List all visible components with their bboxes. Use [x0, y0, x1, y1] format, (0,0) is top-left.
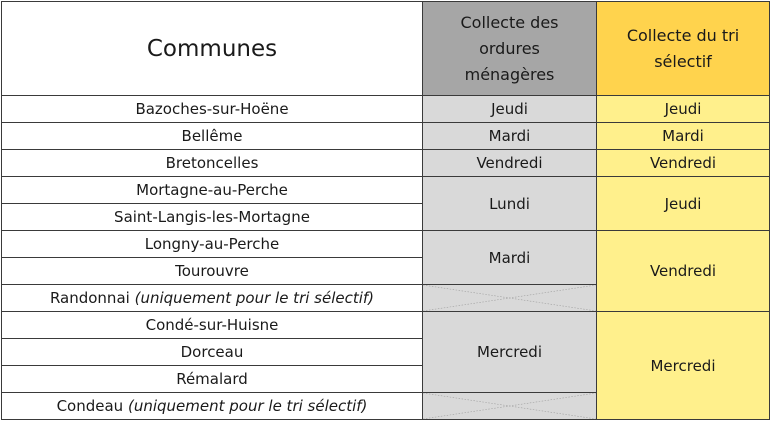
tri-day-cell: Vendredi — [597, 150, 770, 177]
ordures-day-cell: Mercredi — [423, 312, 597, 393]
commune-cell: Tourouvre — [2, 258, 423, 285]
collection-schedule-table — [1, 1, 770, 420]
commune-note: (uniquement pour le tri sélectif) — [127, 397, 368, 415]
tri-day-cell: Vendredi — [597, 231, 770, 312]
ordures-day-cell: Lundi — [423, 177, 597, 231]
header-ordures-text: Collecte des ordures ménagères — [460, 12, 559, 84]
not-applicable-cell — [423, 285, 597, 312]
commune-cell: Condé-sur-Huisne — [2, 312, 423, 339]
table-row — [2, 96, 770, 123]
ordures-day-cell: Jeudi — [423, 96, 597, 123]
commune-note: (uniquement pour le tri sélectif) — [134, 289, 375, 307]
header-row — [2, 2, 770, 96]
header-ordures-menageres — [423, 2, 597, 96]
commune-cell: Longny-au-Perche — [2, 231, 423, 258]
commune-cell: Bellême — [2, 123, 423, 150]
ordures-day-cell: Mardi — [423, 231, 597, 285]
commune-cell: Dorceau — [2, 339, 423, 366]
commune-name: Condeau — [56, 397, 124, 415]
table-row — [2, 231, 770, 258]
table-row — [2, 150, 770, 177]
commune-cell: Bretoncelles — [2, 150, 423, 177]
cross-mark-icon — [423, 285, 596, 311]
header-communes: Communes — [2, 2, 423, 96]
commune-cell: Saint-Langis-les-Mortagne — [2, 204, 423, 231]
commune-name: Randonnai — [49, 289, 130, 307]
commune-cell — [2, 393, 423, 420]
not-applicable-cell — [423, 393, 597, 420]
table-row — [2, 312, 770, 339]
ordures-day-cell: Mardi — [423, 123, 597, 150]
tri-day-cell: Jeudi — [597, 177, 770, 231]
tri-day-cell: Mercredi — [597, 312, 770, 420]
header-tri-text: Collecte du tri sélectif — [626, 25, 740, 71]
commune-cell — [2, 285, 423, 312]
commune-cell: Bazoches-sur-Hoëne — [2, 96, 423, 123]
header-tri-selectif — [597, 2, 770, 96]
tri-day-cell: Mardi — [597, 123, 770, 150]
tri-day-cell: Jeudi — [597, 96, 770, 123]
table-row — [2, 123, 770, 150]
commune-cell: Rémalard — [2, 366, 423, 393]
commune-cell: Mortagne-au-Perche — [2, 177, 423, 204]
cross-mark-icon — [423, 393, 596, 419]
table-row — [2, 177, 770, 204]
ordures-day-cell: Vendredi — [423, 150, 597, 177]
